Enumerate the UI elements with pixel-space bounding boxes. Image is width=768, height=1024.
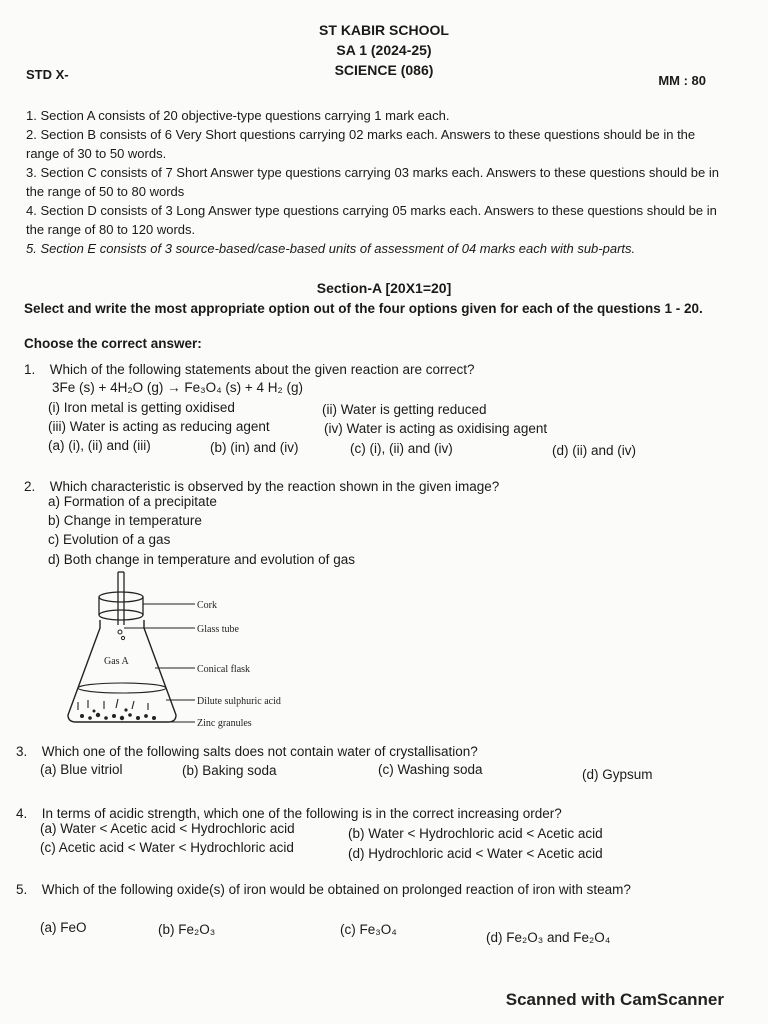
label-dilute-acid: Dilute sulphuric acid <box>197 696 281 707</box>
question-1 <box>24 360 475 379</box>
question-text: Which of the following oxide(s) of iron would be obtained on prolonged reaction of iron with steam? <box>41 882 631 897</box>
q2-option-b: b) Change in temperature <box>48 513 202 528</box>
q1-statement-1: (i) Iron metal is getting oxidised <box>48 400 235 415</box>
q5-option-a: (a) FeO <box>40 920 87 935</box>
instruction-3: 3. Section C consists of 7 Short Answer type questions carrying 03 marks each. Answers to these questions should be in the range of 50 to 80 words <box>26 165 719 199</box>
exam-title: SA 1 (2024-25) <box>336 42 432 58</box>
instruction-2: 2. Section B consists of 6 Very Short questions carrying 02 marks each. Answers to these questions should be in the range of 30 to 50 words. <box>26 127 696 161</box>
question-text: Which of the following statements about the given reaction are correct? <box>49 362 475 377</box>
question-text: Which characteristic is observed by the reaction shown in the given image? <box>49 479 500 494</box>
instruction-1: 1. Section A consists of 20 objective-type questions carrying 1 mark each. <box>26 108 450 123</box>
q1-option-d: (d) (ii) and (iv) <box>552 443 637 458</box>
section-a-title: Section-A [20X1=20] <box>316 280 452 296</box>
q1-option-c: (c) (i), (ii) and (iv) <box>350 441 453 456</box>
section-a-choose: Choose the correct answer: <box>24 336 202 351</box>
question-5 <box>16 880 686 899</box>
instruction-4: 4. Section D consists of 3 Long Answer type questions carrying 05 marks each. Answers to these questions should be in the range of 80 to 120 words. <box>26 203 717 237</box>
q1-statement-2: (ii) Water is getting reduced <box>322 402 487 417</box>
question-text: Which one of the following salts does not contain water of crystallisation? <box>41 744 478 759</box>
q3-option-a: (a) Blue vitriol <box>40 762 123 777</box>
zinc-acid-apparatus-diagram <box>60 570 320 735</box>
section-a-intro: Select and write the most appropriate option out of the four options given for each of the questions 1 - 20. <box>24 301 703 316</box>
q1-equation: 3Fe (s) + 4H₂O (g) → Fe₃O₄ (s) + 4 H₂ (g) <box>52 380 304 395</box>
q3-option-b: (b) Baking soda <box>182 763 277 778</box>
q3-option-c: (c) Washing soda <box>378 762 483 777</box>
scanner-watermark: Scanned with CamScanner <box>505 990 724 1009</box>
class-label: STD X- <box>26 67 69 82</box>
question-number: 5. <box>16 882 28 897</box>
q5-option-d: (d) Fe₂O₃ and Fe₂O₄ <box>486 930 611 945</box>
q4-option-d: (d) Hydrochloric acid < Water < Acetic acid <box>348 846 603 861</box>
q2-option-a: a) Formation of a precipitate <box>48 494 217 509</box>
q4-option-c: (c) Acetic acid < Water < Hydrochloric acid <box>40 840 294 855</box>
school-name: ST KABIR SCHOOL <box>319 22 449 38</box>
question-3 <box>16 742 478 761</box>
q3-option-d: (d) Gypsum <box>582 767 653 782</box>
q5-option-c: (c) Fe₃O₄ <box>340 922 397 937</box>
label-glass-tube: Glass tube <box>197 624 239 635</box>
label-zinc-granules: Zinc granules <box>197 718 252 729</box>
q2-option-c: c) Evolution of a gas <box>48 532 171 547</box>
question-number: 4. <box>16 806 28 821</box>
q4-option-a: (a) Water < Acetic acid < Hydrochloric acid <box>40 821 295 836</box>
q2-option-d: d) Both change in temperature and evolution of gas <box>48 552 355 567</box>
max-marks: MM : 80 <box>658 73 706 88</box>
question-text: In terms of acidic strength, which one of the following is in the correct increasing order? <box>41 806 562 821</box>
label-gas-a: Gas A <box>104 656 129 667</box>
q4-option-b: (b) Water < Hydrochloric acid < Acetic acid <box>348 826 603 841</box>
question-number: 1. <box>24 362 36 377</box>
q5-option-b: (b) Fe₂O₃ <box>158 922 216 937</box>
instruction-5: 5. Section E consists of 3 source-based/case-based units of assessment of 04 marks each with sub-parts. <box>26 241 636 256</box>
q1-statement-4: (iv) Water is acting as oxidising agent <box>324 421 548 436</box>
q1-option-b: (b) (in) and (iv) <box>210 440 299 455</box>
general-instructions <box>26 106 726 258</box>
subject-title: SCIENCE (086) <box>334 62 434 78</box>
q1-option-a: (a) (i), (ii) and (iii) <box>48 438 151 453</box>
label-cork: Cork <box>197 600 217 611</box>
question-number: 3. <box>16 744 28 759</box>
q1-statement-3: (iii) Water is acting as reducing agent <box>48 419 270 434</box>
label-conical-flask: Conical flask <box>197 664 251 675</box>
question-number: 2. <box>24 479 36 494</box>
